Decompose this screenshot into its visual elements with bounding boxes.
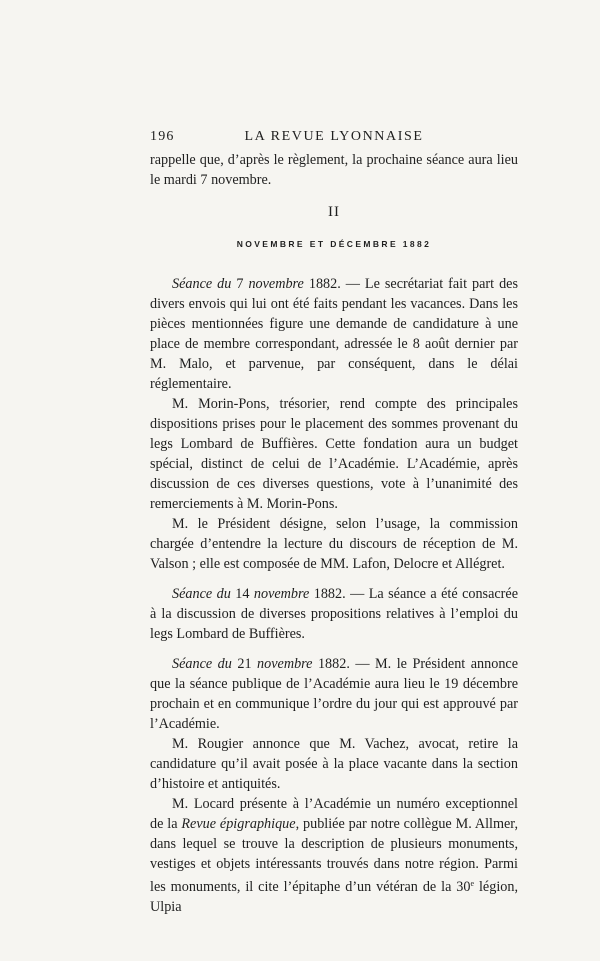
paragraph-seance-14-novembre <box>150 584 518 644</box>
seance-month: novembre <box>248 276 304 292</box>
paragraph-text: M. Locard présente à l’Académie un numéro exceptionnel de la <box>150 796 518 832</box>
seance-month: novembre <box>257 656 313 672</box>
section-subtitle: NOVEMBRE ET DÉCEMBRE 1882 <box>236 239 432 249</box>
journal-title: LA REVUE LYONNAISE <box>244 129 424 144</box>
paragraph-seance-21-novembre <box>150 654 518 734</box>
paragraph-text: 1882. — M. le Président annonce que la séance publique de l’Académie aura lieu le 19 décembre prochain et en communique l’ordre du jour qui est approuvé par l’Académie. <box>150 656 519 732</box>
paragraph-text: légion, Ulpia <box>150 879 518 915</box>
seance-day: 7 <box>231 276 249 292</box>
ordinal-superscript: e <box>470 879 475 888</box>
seance-day: 14 <box>230 586 254 602</box>
running-head <box>150 129 518 147</box>
paragraph-locard <box>150 794 518 917</box>
body-text <box>150 274 518 917</box>
paragraph-morin-pons: M. Morin-Pons, trésorier, rend compte des principales dispositions prises pour le placement des sommes provenant du legs Lombard de Buffières. Cette fondation aura un budget spécial, distinct de celui de l’Académie. L’Académie, après discussion de ces diverses questions, vote à l’unanimité des remerciements à M. Morin-Pons. <box>150 396 518 512</box>
seance-label: Séance du <box>172 586 231 602</box>
seance-label: Séance du <box>172 276 232 292</box>
opening-text <box>150 150 518 190</box>
paragraph-text: 1882. — La séance a été consacrée à la discussion de diverses propositions relatives à l’emploi du legs Lombard de Buffières. <box>150 586 518 642</box>
publication-title: Revue épigraphique <box>181 816 296 832</box>
paragraph-rougier: M. Rougier annonce que M. Vachez, avocat, retire la candidature qu’il avait posée à la place vacante dans la section d’histoire et antiquités. <box>150 736 518 792</box>
paragraph-commission: M. le Président désigne, selon l’usage, la commission chargée d’entendre la lecture du discours de réception de M. Valson ; elle est composée de MM. Lafon, Delocre et Allégret. <box>150 516 518 572</box>
paragraph-seance-7-novembre <box>150 274 518 394</box>
seance-day: 21 <box>231 656 258 672</box>
paragraph-text: , publiée par notre collègue M. Allmer, dans lequel se trouve la description de plusieurs monuments, vestiges et objets intéressants trouvés dans notre région. Parmi les monuments, il cite l’épitaphe d’un vétéran de la 30 <box>150 816 518 895</box>
page-number: 196 <box>150 129 175 144</box>
seance-month: novembre <box>253 586 310 602</box>
section-numeral: II <box>328 204 340 220</box>
paragraph-text: 1882. — Le secrétariat fait part des divers envois qui lui ont été faits pendant les vacances. Dans les pièces mentionnées figure une demande de candidature à une place de membre correspondant, adressée le 8 août dernier par M. Malo, et parvenue, par conséquent, dans le délai réglementaire. <box>150 276 518 392</box>
seance-label: Séance du <box>172 656 232 672</box>
opening-paragraph: rappelle que, d’après le règlement, la prochaine séance aura lieu le mardi 7 novembre. <box>150 152 518 188</box>
